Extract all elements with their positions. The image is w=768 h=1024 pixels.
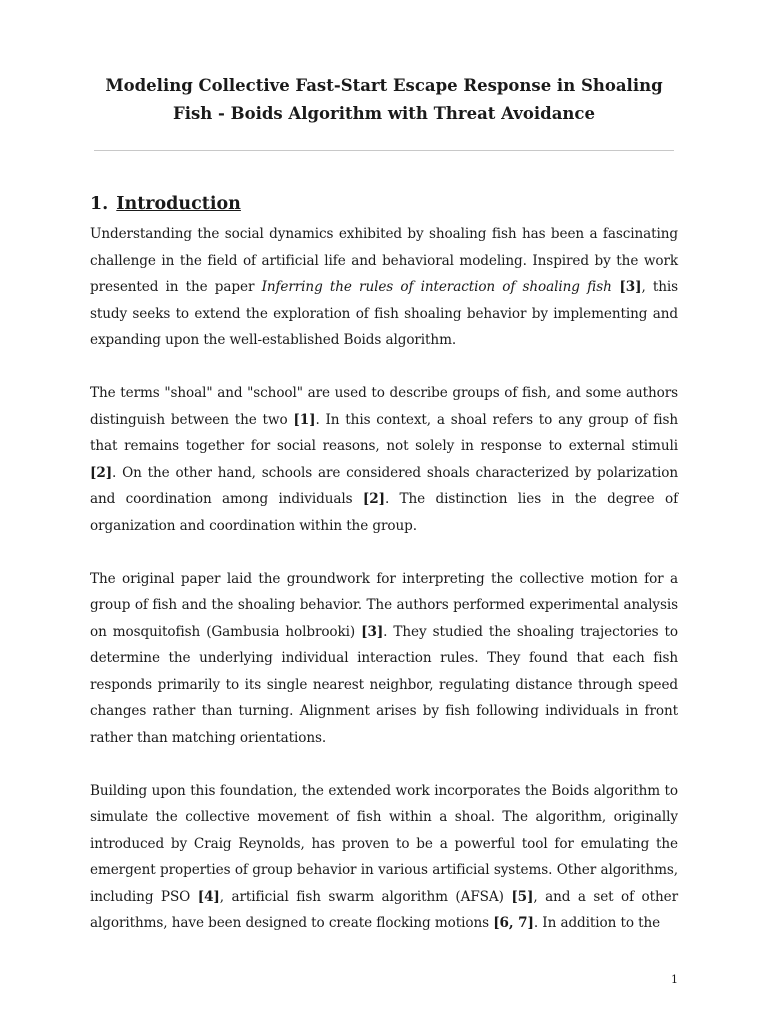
text-run: . They studied the shoaling trajectories to determine the underlying individual interaction rules. They found that each fish responds primarily to its single nearest neighbor, regulating distance through speed changes rather than turning. Alignment arises by fish following individuals in front rather than matching orientations.	[90, 623, 678, 746]
text-run: Building upon this foundation, the extended work incorporates the Boids algorithm to simulate the collective movement of fish within a shoal. The algorithm, originally introduced by Craig Reynolds, has proven to be a powerful tool for emulating the emergent properties of group behavior in various artificial systems. Other algorithms, including PSO	[90, 782, 678, 905]
citation: [1]	[293, 411, 316, 428]
body-text	[90, 221, 678, 937]
citation: [2]	[90, 464, 113, 481]
citation: [4]	[197, 888, 220, 905]
paper-title-reference: Inferring the rules of interaction of shoaling fish	[261, 279, 612, 295]
text-run: The terms "shoal" and "school" are used to describe groups of fish, and some authors distinguish between the two	[90, 385, 678, 428]
section-heading	[90, 194, 241, 214]
citation: [5]	[511, 888, 534, 905]
citation: [3]	[361, 623, 384, 640]
citation: [2]	[362, 491, 385, 507]
text-run: Understanding the social dynamics exhibited by shoaling fish has been a fascinating challenge in the field of artificial life and behavioral modeling. Inspired by the work presented in the paper	[90, 226, 678, 295]
text-run: . In this context, a shoal refers to any group of fish that remains together for social reasons, not solely in response to external stimuli	[90, 411, 678, 454]
title-line-2: Fish - Boids Algorithm with Threat Avoidance	[173, 104, 595, 123]
text-run: , and a set of other algorithms, have been designed to create flocking motions	[90, 888, 678, 931]
paragraph-3	[90, 566, 678, 752]
section-title: Introduction	[116, 194, 241, 214]
text-run: , this study seeks to extend the exploration of fish shoaling behavior by implementing and expanding upon the well-established Boids algorithm.	[90, 279, 679, 348]
paragraph-4	[90, 778, 678, 937]
text-run: , artificial fish swarm algorithm (AFSA)	[219, 888, 512, 905]
citation: [3]	[611, 279, 642, 295]
page-number: 1	[671, 973, 678, 986]
section-number: 1.	[90, 194, 109, 214]
paragraph-2	[90, 380, 678, 539]
text-run: . The distinction lies in the degree of organization and coordination within the group.	[90, 491, 679, 534]
title-line-1: Modeling Collective Fast-Start Escape Response in Shoaling	[105, 76, 663, 95]
paper-title	[90, 72, 678, 128]
citation: [6, 7]	[493, 915, 534, 931]
text-run: . On the other hand, schools are considered shoals characterized by polarization and coordination among individuals	[90, 464, 678, 507]
text-run: The original paper laid the groundwork for interpreting the collective motion for a group of fish and the shoaling behavior. The authors performed experimental analysis on mosquitofish (Gambusia holbrooki)	[90, 570, 678, 640]
text-run: . In addition to the	[533, 915, 661, 931]
title-divider	[94, 150, 674, 151]
paragraph-1	[90, 221, 678, 354]
